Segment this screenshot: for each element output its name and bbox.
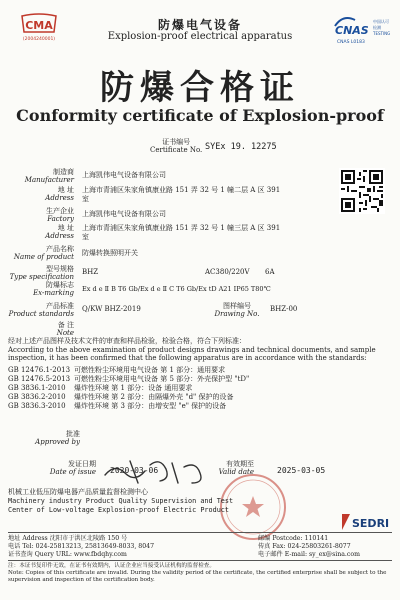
manufacturer-address-label: 地 址 Address bbox=[45, 186, 74, 202]
footer-divider-2 bbox=[8, 560, 392, 561]
header-title-en: Explosion-proof electrical apparatus bbox=[107, 31, 293, 42]
manufacturer-value: 上海凯伟电气设备有限公司 bbox=[82, 171, 166, 179]
drawing-no-value: BHZ-00 bbox=[270, 305, 298, 313]
standard-item: GB 3836.2-2010 爆炸性环境 第 2 部分：由隔爆外壳 "d" 保护的设备 bbox=[8, 393, 234, 401]
note-label: 备 注 Note bbox=[56, 321, 74, 337]
product-standards-value: Q/KW BHZ-2019 bbox=[82, 305, 141, 313]
factory-value: 上海凯伟电气设备有限公司 bbox=[82, 210, 166, 218]
type-value: BHZ bbox=[82, 268, 99, 276]
conformity-statement: 经对上述产品图样及技术文件的审查和样品检验，检验合格，符合下列标准： According to the above examination of product designs drawings and technical documents, and sample inspection, it has been confirmed that the following apparatus are in accordance with the standards: bbox=[8, 337, 376, 362]
svg-text:CNAS: CNAS bbox=[335, 24, 369, 37]
svg-text:中国认可: 中国认可 bbox=[373, 19, 389, 24]
sedri-logo bbox=[340, 510, 390, 534]
cert-no-label: 证书编号 Certificate No. bbox=[150, 138, 203, 154]
testing-center: 机械工业低压防爆电器产品质量监督检测中心 Machinery industry Product Quality Supervision and Test Center of Low-voltage Explosion-proof Electric Product bbox=[8, 488, 234, 514]
cert-no-value: SYEx 19. 12275 bbox=[205, 142, 277, 152]
standard-item: GB 3836.1-2010 爆炸性环境 第 1 部分：设备 通用要求 bbox=[8, 384, 193, 392]
certificate-title-en: Conformity certificate of Explosion-proof bbox=[16, 106, 384, 125]
standard-item: GB 12476.5-2013 可燃性粉尘环境用电气设备 第 5 部分：外壳保护型 "tD" bbox=[8, 375, 250, 383]
valid-date-label: 有效期至 Valid date bbox=[218, 460, 254, 476]
svg-text:检测: 检测 bbox=[373, 25, 381, 30]
footer-note: 注：本证书复印件无效，在证书有效期内，认证企业应当接受认证机构的监督检查。 Note: Copies of this certificate are invalid. During the validity period of the certificate, the certified enterprise shall be subject to the supervision and inspection of the certification body. bbox=[8, 563, 387, 583]
type-voltage-value: AC380/220V bbox=[205, 268, 250, 276]
svg-text:CNAS L0183: CNAS L0183 bbox=[337, 40, 365, 45]
qr-code bbox=[339, 168, 385, 214]
product-name-label: 产品名称 Name of product bbox=[13, 245, 74, 261]
valid-date-value: 2025-03-05 bbox=[277, 466, 326, 475]
type-label: 型号规格 Type specification bbox=[9, 265, 74, 281]
manufacturer-label: 制造商 Manufacturer bbox=[24, 168, 74, 184]
standards-list bbox=[8, 366, 249, 411]
standard-item: GB 3836.3-2010 爆炸性环境 第 3 部分：由增安型 "e" 保护的设备 bbox=[8, 402, 227, 410]
certificate-title-cn: 防爆合格证 bbox=[100, 68, 300, 108]
factory-address-value: 上海市青浦区朱家角镇康业路 151 弄 32 号 1 幢三层 A 区 391 室 bbox=[82, 224, 281, 241]
type-current-value: 6A bbox=[265, 268, 275, 276]
factory-label: 生产企业 Factory bbox=[46, 207, 74, 223]
svg-text:TESTING: TESTING bbox=[373, 31, 391, 36]
drawing-no-label: 图样编号 Drawing No. bbox=[214, 302, 260, 318]
ex-marking-value: Ex d e Ⅱ B T6 Gb/Ex d e Ⅱ C T6 Gb/Ex tD A21 IP65 T80℃ bbox=[82, 285, 271, 293]
product-standards-label: 产品标准 Product standards bbox=[8, 302, 74, 318]
cnas-logo bbox=[333, 12, 391, 46]
approved-by-label: 批准 Approved by bbox=[35, 430, 80, 446]
svg-text:CMA: CMA bbox=[25, 19, 53, 32]
footer-divider bbox=[8, 532, 392, 533]
issue-date-label: 发证日期 Date of issue bbox=[49, 460, 96, 476]
factory-address-label: 地 址 Address bbox=[45, 224, 74, 240]
header-title-cn: 防爆电气设备 bbox=[157, 18, 242, 32]
standard-item: GB 12476.1-2013 可燃性粉尘环境用电气设备 第 1 部分：通用要求 bbox=[8, 366, 226, 374]
contact-info: 地址 Address 沈阳市于洪区北陵路 150 号 邮编 Postcode: 110141 电话 Tel: 024-25813213, 25813649-8033, 8047 传真 Fax: 024-25803261-8077 证书查询 Query URL: www.fbdqhy.com 电子邮件 E-mail: sy_ex@sina.com bbox=[8, 535, 360, 558]
product-name-value: 防爆转换照明开关 bbox=[82, 249, 138, 257]
manufacturer-address-value: 上海市青浦区朱家角镇康业路 151 弄 32 号 1 幢二层 A 区 391 室 bbox=[82, 186, 281, 203]
svg-text:(2004240001): (2004240001) bbox=[22, 37, 56, 42]
svg-text:SEDRI: SEDRI bbox=[352, 517, 390, 530]
ex-marking-label: 防爆标志 Ex-marking bbox=[33, 281, 74, 297]
issue-date-value: 2020-03-06 bbox=[110, 466, 159, 475]
